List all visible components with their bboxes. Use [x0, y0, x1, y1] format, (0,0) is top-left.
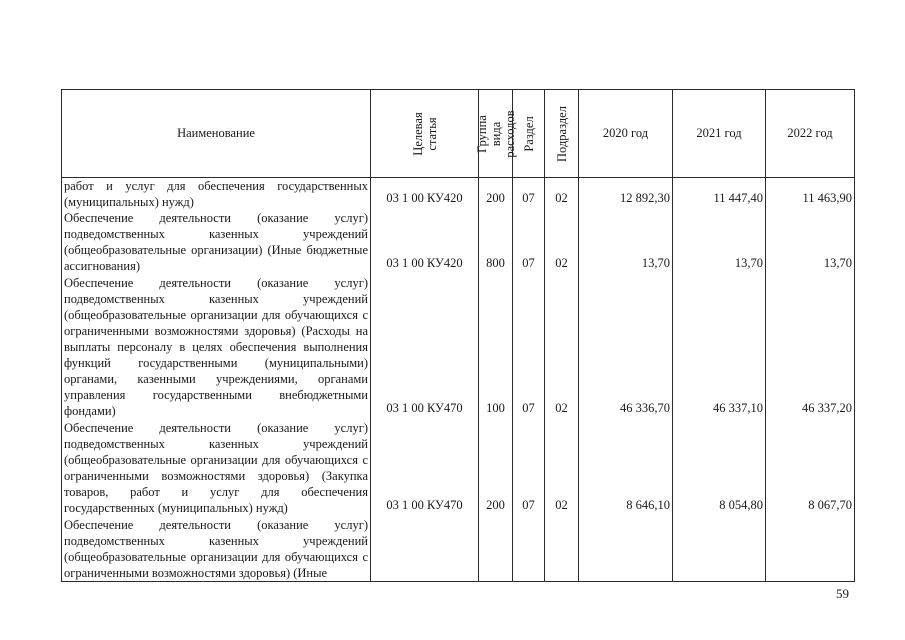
- row-value-2022: 13,70: [766, 210, 855, 274]
- row-target-article: [371, 517, 479, 582]
- row-subsection: 02: [545, 420, 579, 517]
- row-section: 07: [513, 275, 545, 420]
- row-value-2022: 46 337,20: [766, 275, 855, 420]
- row-name: работ и услуг для обеспечения государственных (муниципальных) нужд): [62, 178, 371, 211]
- row-value-2021: 46 337,10: [673, 275, 766, 420]
- header-section-text: Раздел: [521, 115, 536, 152]
- budget-table: [61, 89, 855, 582]
- row-section: 07: [513, 210, 545, 274]
- row-target-article: 03 1 00 КУ420: [371, 210, 479, 274]
- row-value-2022: 8 067,70: [766, 420, 855, 517]
- row-name: Обеспечение деятельности (оказание услуг) подведомственных казенных учреждений (общеобразовательные организации для обучающихся с ограниченными возможностями здоровья) (Расходы на выплаты персоналу в целях обеспечения выполнения функций государственными (муниципальными) органами, казенными учреждениями, органами управления государственными внебюджетными фондами): [62, 275, 371, 420]
- row-subsection: 02: [545, 178, 579, 211]
- row-value-2022: [766, 517, 855, 582]
- header-target-article-text: Целевая статья: [410, 111, 439, 156]
- row-value-2020: 12 892,30: [579, 178, 673, 211]
- row-subsection: [545, 517, 579, 582]
- row-value-2022: 11 463,90: [766, 178, 855, 211]
- header-section: [513, 90, 545, 178]
- row-value-2020: 8 646,10: [579, 420, 673, 517]
- row-section: 07: [513, 420, 545, 517]
- row-target-article: 03 1 00 КУ470: [371, 275, 479, 420]
- row-target-article: 03 1 00 КУ470: [371, 420, 479, 517]
- row-value-2021: 11 447,40: [673, 178, 766, 211]
- header-name: Наименование: [62, 90, 371, 178]
- table-row: [62, 178, 855, 211]
- row-name: Обеспечение деятельности (оказание услуг) подведомственных казенных учреждений (общеобразовательные организации для обучающихся с ограниченными возможностями здоровья) (Закупка товаров, работ и услуг для обеспечения государственных (муниципальных) нужд): [62, 420, 371, 517]
- row-target-article: 03 1 00 КУ420: [371, 178, 479, 211]
- header-2022: 2022 год: [766, 90, 855, 178]
- row-value-2020: 46 336,70: [579, 275, 673, 420]
- table-row: [62, 517, 855, 582]
- row-name: Обеспечение деятельности (оказание услуг) подведомственных казенных учреждений (общеобразовательные организации для обучающихся с ограниченными возможностями здоровья) (Иные: [62, 517, 371, 582]
- header-expense-group-text: Группа вида расходов: [474, 109, 517, 158]
- row-value-2020: 13,70: [579, 210, 673, 274]
- row-expense-group: 800: [479, 210, 513, 274]
- row-name: Обеспечение деятельности (оказание услуг) подведомственных казенных учреждений (общеобразовательные организации) (Иные бюджетные ассигнования): [62, 210, 371, 274]
- table-row: [62, 420, 855, 517]
- row-value-2021: [673, 517, 766, 582]
- header-subsection-text: Подраздел: [554, 105, 569, 162]
- page-number: 59: [836, 586, 849, 601]
- row-expense-group: [479, 517, 513, 582]
- row-section: 07: [513, 178, 545, 211]
- table-header-row: [62, 90, 855, 178]
- row-subsection: 02: [545, 210, 579, 274]
- table-row: [62, 275, 855, 420]
- row-subsection: 02: [545, 275, 579, 420]
- header-2021: 2021 год: [673, 90, 766, 178]
- table-row: [62, 210, 855, 274]
- row-expense-group: 200: [479, 178, 513, 211]
- header-target-article: [371, 90, 479, 178]
- header-2020: 2020 год: [579, 90, 673, 178]
- row-value-2021: 13,70: [673, 210, 766, 274]
- row-section: [513, 517, 545, 582]
- row-expense-group: 200: [479, 420, 513, 517]
- header-expense-group: [474, 90, 517, 178]
- row-value-2021: 8 054,80: [673, 420, 766, 517]
- row-expense-group: 100: [479, 275, 513, 420]
- header-subsection: [545, 90, 579, 178]
- row-value-2020: [579, 517, 673, 582]
